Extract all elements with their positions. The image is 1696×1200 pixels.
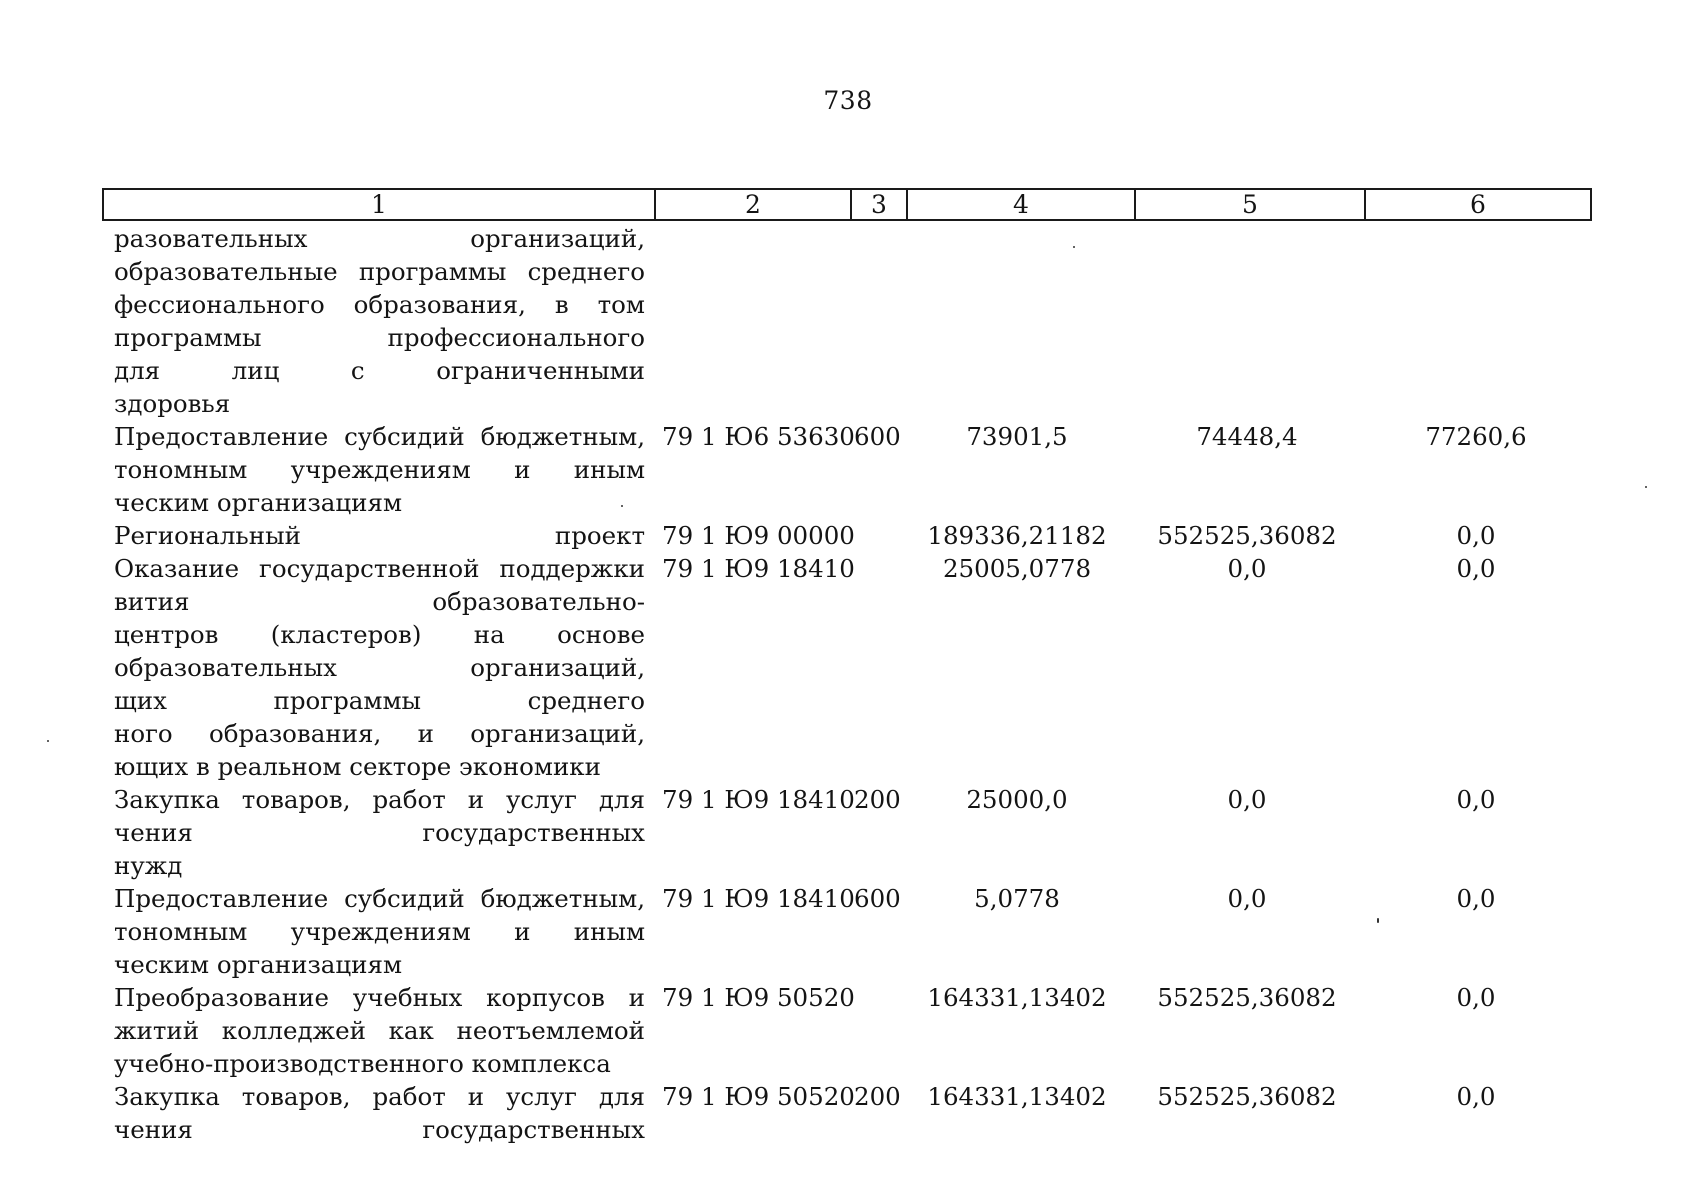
row-amount-col4: 164331,13402 xyxy=(927,983,1107,1012)
row-amount-col4: 25000,0 xyxy=(966,785,1068,814)
table-row xyxy=(102,783,1592,882)
description-line: Предоставление субсидий бюджетным, xyxy=(114,884,645,913)
description-line: ющих в реальном секторе экономики xyxy=(114,752,601,781)
row-expense-type: 600 xyxy=(854,884,901,913)
description-line: ного образования, и организаций, xyxy=(114,719,645,748)
header-col-3: 3 xyxy=(852,190,908,219)
row-amount-col4: 5,0778 xyxy=(974,884,1060,913)
row-expense-type: 600 xyxy=(854,422,901,451)
description-line: Преобразование учебных корпусов и xyxy=(114,983,645,1012)
row-amount-col5: 552525,36082 xyxy=(1157,1082,1337,1111)
row-code: 79 1 Ю9 50520 xyxy=(662,1082,855,1111)
description-line: ческим организациям xyxy=(114,950,403,979)
row-code: 79 1 Ю9 18410 xyxy=(662,884,855,913)
description-line: Закупка товаров, работ и услуг для xyxy=(114,1082,645,1111)
row-expense-type: 200 xyxy=(854,785,901,814)
description-line: фессионального образования, в том xyxy=(114,290,645,319)
description-line: для лиц с ограниченными xyxy=(114,356,645,385)
description-line: житий колледжей как неотъемлемой xyxy=(114,1016,645,1045)
row-code: 79 1 Ю6 53630 xyxy=(662,422,855,451)
row-amount-col4: 189336,21182 xyxy=(927,521,1107,550)
description-line: образовательных организаций, xyxy=(114,653,645,682)
row-code: 79 1 Ю9 00000 xyxy=(662,521,855,550)
row-amount-col5: 74448,4 xyxy=(1196,422,1298,451)
description-line: образовательные программы среднего xyxy=(114,257,645,286)
row-description xyxy=(114,222,645,420)
row-expense-type: 200 xyxy=(854,1082,901,1111)
description-line: здоровья xyxy=(114,389,231,418)
header-col-4: 4 xyxy=(908,190,1136,219)
description-line: Региональный проект xyxy=(114,521,645,550)
scan-speck xyxy=(1645,486,1647,488)
description-line: Предоставление субсидий бюджетным, xyxy=(114,422,645,451)
description-line: Закупка товаров, работ и услуг для xyxy=(114,785,645,814)
header-col-5: 5 xyxy=(1136,190,1366,219)
description-line: тономным учреждениям и иным xyxy=(114,917,645,946)
header-col-2: 2 xyxy=(656,190,852,219)
row-amount-col4: 25005,0778 xyxy=(942,554,1092,583)
row-amount-col4: 73901,5 xyxy=(966,422,1068,451)
row-amount-col6: 0,0 xyxy=(1456,884,1496,913)
description-line: чения государственных xyxy=(114,818,645,847)
row-description xyxy=(114,882,645,981)
row-code: 79 1 Ю9 18410 xyxy=(662,554,855,583)
scan-speck xyxy=(621,505,623,507)
description-line: ческим организациям xyxy=(114,488,403,517)
scan-speck xyxy=(1377,918,1379,923)
table-header-row xyxy=(102,188,1592,221)
table-row xyxy=(102,981,1592,1080)
budget-table xyxy=(102,188,1592,1144)
description-line: центров (кластеров) на основе xyxy=(114,620,645,649)
row-amount-col6: 0,0 xyxy=(1456,785,1496,814)
description-line: Оказание государственной поддержки xyxy=(114,554,645,583)
table-row xyxy=(102,420,1592,519)
row-amount-col5: 552525,36082 xyxy=(1157,521,1337,550)
header-col-6: 6 xyxy=(1470,190,1486,219)
row-description xyxy=(114,783,645,882)
table-row xyxy=(102,552,1592,783)
table-row xyxy=(102,882,1592,981)
scan-speck xyxy=(1073,246,1075,248)
row-amount-col6: 77260,6 xyxy=(1425,422,1527,451)
row-amount-col5: 0,0 xyxy=(1227,785,1267,814)
header-col-1: 1 xyxy=(104,190,656,219)
description-line: программы профессионального xyxy=(114,323,645,352)
row-amount-col4: 164331,13402 xyxy=(927,1082,1107,1111)
row-description xyxy=(114,981,645,1080)
row-amount-col5: 0,0 xyxy=(1227,554,1267,583)
table-row xyxy=(102,1080,1592,1146)
description-line: нужд xyxy=(114,851,183,880)
description-line: щих программы среднего xyxy=(114,686,645,715)
description-line: тономным учреждениям и иным xyxy=(114,455,645,484)
row-amount-col6: 0,0 xyxy=(1456,983,1496,1012)
row-code: 79 1 Ю9 18410 xyxy=(662,785,855,814)
row-amount-col6: 0,0 xyxy=(1456,554,1496,583)
row-description xyxy=(114,519,645,552)
table-row xyxy=(102,222,1592,420)
description-line: учебно-производственного комплекса xyxy=(114,1049,611,1078)
scan-speck xyxy=(47,740,49,742)
row-description xyxy=(114,420,645,519)
description-line: чения государственных xyxy=(114,1115,645,1144)
row-description xyxy=(114,552,645,783)
table-row xyxy=(102,519,1592,552)
row-amount-col6: 0,0 xyxy=(1456,521,1496,550)
row-code: 79 1 Ю9 50520 xyxy=(662,983,855,1012)
row-amount-col5: 552525,36082 xyxy=(1157,983,1337,1012)
description-line: разовательных организаций, xyxy=(114,224,645,253)
row-amount-col6: 0,0 xyxy=(1456,1082,1496,1111)
description-line: вития образовательно- xyxy=(114,587,645,616)
row-amount-col5: 0,0 xyxy=(1227,884,1267,913)
row-description xyxy=(114,1080,645,1146)
page-number: 738 xyxy=(823,86,873,115)
